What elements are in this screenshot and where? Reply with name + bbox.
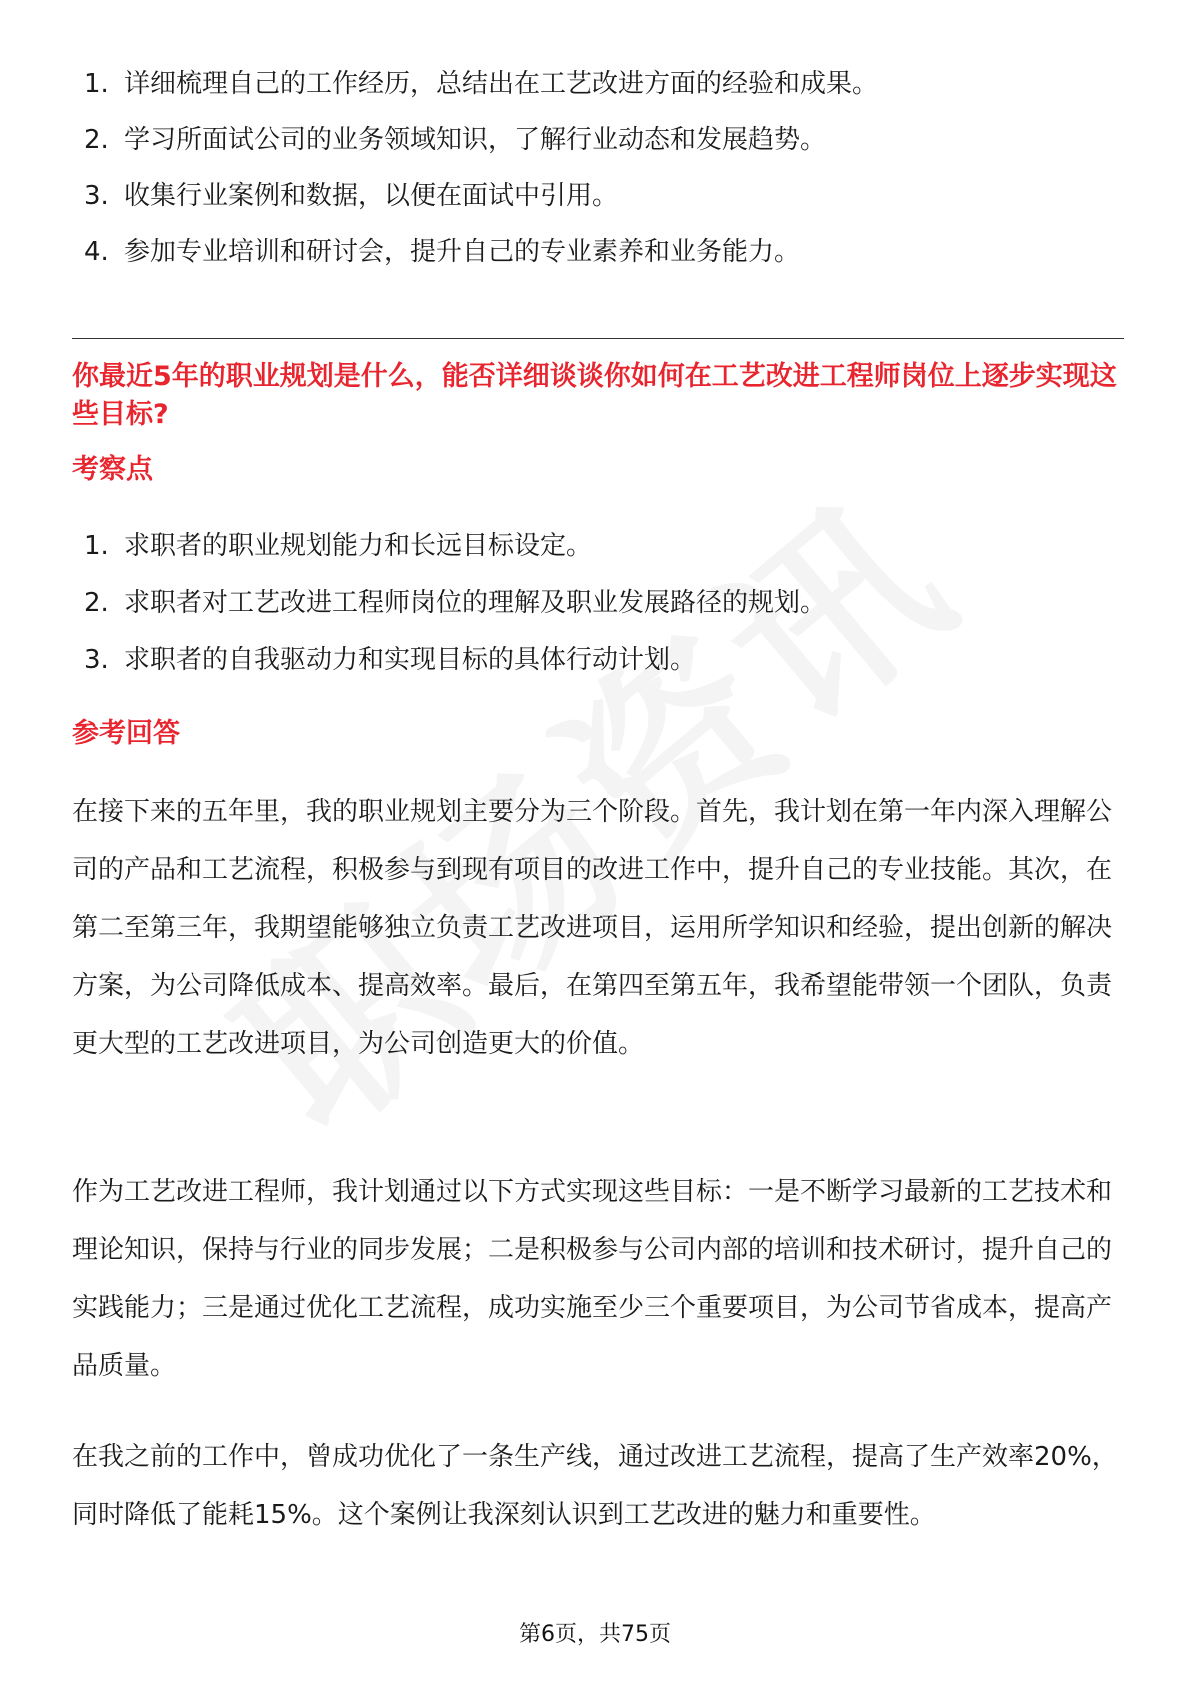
list-item-number: 4.: [84, 237, 109, 267]
page-number: 第6页，共75页: [519, 1622, 671, 1647]
list-item-number: 3.: [84, 645, 109, 675]
list-item-text: 求职者的自我驱动力和实现目标的具体行动计划。: [124, 645, 697, 675]
list-item: [84, 528, 826, 564]
list-item-text: 求职者的职业规划能力和长远目标设定。: [124, 531, 593, 561]
list-item-number: 3.: [84, 181, 109, 211]
list-item: [84, 642, 826, 678]
list-item: [84, 585, 826, 621]
prep-list: [84, 66, 878, 290]
reference-answer-heading: 参考回答: [72, 718, 180, 749]
list-item-text: 求职者对工艺改进工程师岗位的理解及职业发展路径的规划。: [124, 588, 827, 618]
answer-paragraph: 在接下来的五年里，我的职业规划主要分为三个阶段。首先，我计划在第一年内深入理解公司的产品和工艺流程，积极参与到现有项目的改进工作中，提升自己的专业技能。其次，在第二至第三年，我期望能够独立负责工艺改进项目，运用所学知识和经验，提出创新的解决方案，为公司降低成本、提高效率。最后，在第四至第五年，我希望能带领一个团队，负责更大型的工艺改进项目，为公司创造更大的价值。: [72, 797, 1113, 1059]
list-item-text: 收集行业案例和数据，以便在面试中引用。: [124, 181, 619, 211]
list-item-number: 2.: [84, 125, 109, 155]
list-item-number: 1.: [84, 531, 109, 561]
list-item: [84, 66, 878, 102]
list-item: [84, 234, 878, 270]
list-item: [84, 122, 878, 158]
list-item-number: 1.: [84, 69, 109, 99]
section-divider: [72, 338, 1124, 339]
list-item-text: 详细梳理自己的工作经历，总结出在工艺改进方面的经验和成果。: [124, 69, 879, 99]
list-item-number: 2.: [84, 588, 109, 618]
list-item-text: 参加专业培训和研讨会，提升自己的专业素养和业务能力。: [124, 237, 801, 267]
list-item-text: 学习所面试公司的业务领域知识，了解行业动态和发展趋势。: [124, 125, 827, 155]
assessment-points-list: [84, 528, 826, 699]
assessment-points-heading: 考察点: [72, 454, 153, 485]
list-item: [84, 178, 878, 214]
answer-paragraph: 在我之前的工作中，曾成功优化了一条生产线，通过改进工艺流程，提高了生产效率20%，同时降低了能耗15%。这个案例让我深刻认识到工艺改进的魅力和重要性。: [72, 1442, 1118, 1530]
answer-paragraph: 作为工艺改进工程师，我计划通过以下方式实现这些目标：一是不断学习最新的工艺技术和理论知识，保持与行业的同步发展；二是积极参与公司内部的培训和技术研讨，提升自己的实践能力；三是通过优化工艺流程，成功实施至少三个重要项目，为公司节省成本，提高产品质量。: [72, 1177, 1113, 1381]
question-heading: 你最近5年的职业规划是什么，能否详细谈谈你如何在工艺改进工程师岗位上逐步实现这些目标?: [72, 361, 1117, 430]
